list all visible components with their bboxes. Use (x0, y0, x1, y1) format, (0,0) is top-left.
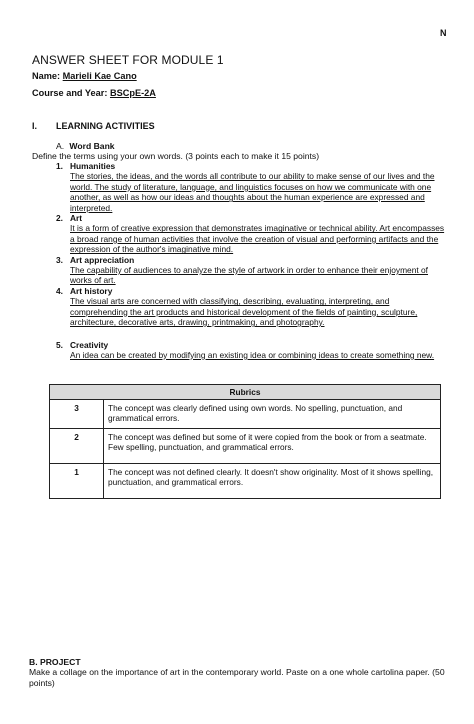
course-label: Course and Year: (32, 88, 108, 98)
page-title: ANSWER SHEET FOR MODULE 1 (32, 53, 224, 67)
rubrics-table (49, 384, 441, 499)
item-number: 1. (56, 161, 63, 171)
item-term: Art (70, 213, 83, 224)
rubric-score: 2 (50, 429, 104, 464)
name-value: Marieli Kae Cano (62, 71, 137, 81)
item-definition: The stories, the ideas, and the words all contribute to our ability to make sense of our lives and the world. The study of literature, language, and linguistics focuses on how we communicate with one another, as well as how our ideas and thoughts about the human experience are expressed and interpreted. (70, 171, 435, 213)
rubric-description: The concept was not defined clearly. It doesn't show originality. Most of it shows spelling, punctuation, and grammatical errors. (104, 464, 441, 499)
project-instructions: Make a collage on the importance of art in the contemporary world. Paste on a one whole cartolina paper. (50 points) (29, 667, 445, 688)
item-definition: It is a form of creative expression that demonstrates imaginative or technical ability. Art encompasses a broad range of human activities that involve the creation of visual and performing artifacts and the expression of the author's imaginative mind. (70, 223, 445, 255)
name-label: Name: (32, 71, 61, 81)
table-header-row (50, 385, 441, 400)
item-number: 3. (56, 254, 63, 265)
item-definition: The visual arts are concerned with classifying, describing, evaluating, interpreting, and comprehending the art products and historical development of the fields of painting, sculpture, architecture, decorative arts, drawing, printmaking, and photography. (70, 296, 418, 328)
section-title: LEARNING ACTIVITIES (56, 121, 155, 131)
item-definition: The capability of audiences to analyze the style of artwork in order to enhance their enjoyment of works of art. (70, 265, 429, 286)
instructions: Define the terms using your own words. (3 points each to make it 15 points) (32, 151, 320, 161)
item-term: Creativity (70, 339, 109, 350)
rubric-score: 1 (50, 464, 104, 499)
rubric-score: 3 (50, 400, 104, 429)
subsection-letter: A. (56, 141, 65, 151)
list-item (56, 255, 448, 286)
item-number: 5. (56, 339, 63, 350)
list-item (56, 213, 448, 255)
rubric-description: The concept was defined but some of it were copied from the book or from a seatmate. Few spelling, punctuation, and grammatical errors. (104, 429, 441, 464)
table-row (50, 400, 441, 429)
project-title: B. PROJECT (29, 657, 81, 667)
rubrics-header: Rubrics (50, 385, 441, 400)
section-number: I. (32, 121, 38, 131)
item-number: 4. (56, 285, 63, 296)
item-term: Art appreciation (70, 254, 135, 265)
subsection-title: Word Bank (69, 141, 115, 151)
page-corner-mark: N (440, 28, 447, 38)
item-term: Humanities (70, 161, 116, 171)
section-heading (32, 121, 155, 131)
item-definition: An idea can be created by modifying an existing idea or combining ideas to create something new. (70, 349, 435, 360)
list-item (56, 161, 448, 213)
list-item (56, 286, 448, 328)
name-field (32, 71, 137, 81)
course-value: BSCpE-2A (109, 88, 156, 98)
item-term: Art history (70, 285, 113, 296)
subsection-heading (56, 141, 115, 151)
rubric-description: The concept was clearly defined using own words. No spelling, punctuation, and grammatical errors. (104, 400, 441, 429)
word-bank-list (56, 161, 448, 360)
course-field (32, 88, 156, 98)
table-row (50, 429, 441, 464)
list-item (56, 340, 448, 361)
table-row (50, 464, 441, 499)
item-number: 2. (56, 213, 63, 224)
